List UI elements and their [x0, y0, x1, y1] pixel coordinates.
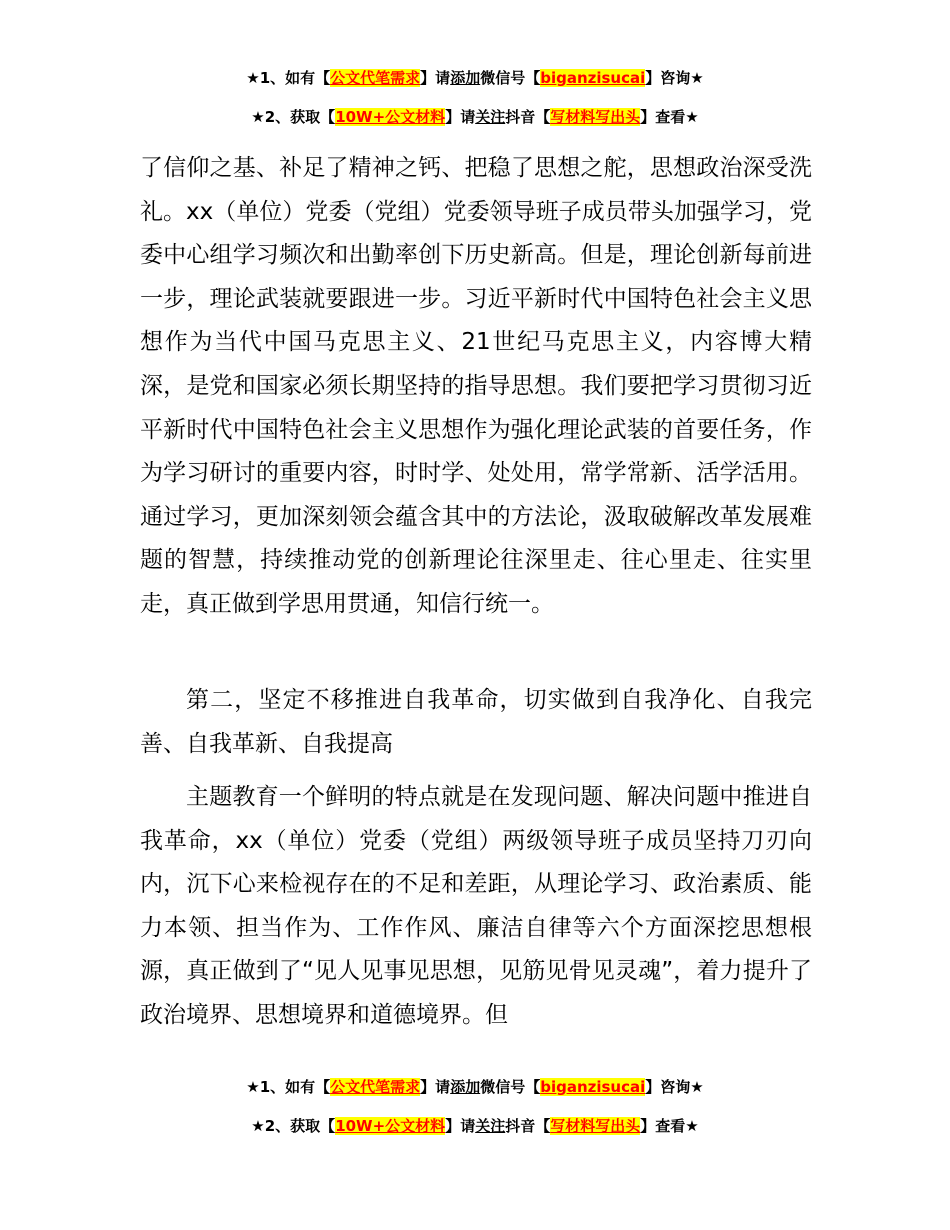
banner-text: 】咨询★ [645, 69, 704, 87]
banner-highlight: biganzisucai [540, 69, 646, 87]
banner-text: 】查看★ [640, 1117, 699, 1135]
banner-text: ★1、如有【 [246, 69, 331, 87]
section-heading: 第二，坚定不移推进自我革命，切实做到自我净化、自我完善、自我革新、自我提高 [140, 687, 812, 757]
body-paragraph: 了信仰之基、补足了精神之钙、把稳了思想之舵，思想政治深受洗礼。xx（单位）党委（党组）党委领导班子成员带头加强学习，党委中心组学习频次和出勤率创下历史新高。但是，理论创新每前进一步，理论武装就要跟进一步。习近平新时代中国特色社会主义思想作为当代中国马克思主义、21世纪马克思主义，内容博大精深，是党和国家必须长期坚持的指导思想。我们要把学习贯彻习近平新时代中国特色社会主义思想作为强化理论武装的首要任务，作为学习研讨的重要内容，时时学、处处用，常学常新、活学活用。通过学习，更加深刻领会蕴含其中的方法论，汲取破解改革发展难题的智慧，持续推动党的创新理论往深里走、往心里走、往实里走，真正做到学思用贯通，知信行统一。 [140, 155, 812, 617]
promo-banner-line-2 [0, 106, 950, 128]
banner-highlight: 公文代笔需求 [330, 69, 421, 87]
banner-text: 】咨询★ [645, 1078, 704, 1096]
banner-text: 】请 [420, 69, 451, 87]
banner-text: 】请 [445, 1117, 476, 1135]
banner-text: 】查看★ [640, 108, 699, 126]
banner-text: ★2、获取【 [251, 1117, 336, 1135]
banner-underlined: 关注 [475, 1117, 506, 1135]
banner-highlight: 公文代笔需求 [330, 1078, 421, 1096]
banner-highlight: 写材料写出头 [550, 108, 641, 126]
promo-banner-line-1 [0, 1076, 950, 1098]
banner-text: 】请 [445, 108, 476, 126]
banner-text: ★2、获取【 [251, 108, 336, 126]
banner-text: 抖音【 [505, 108, 551, 126]
banner-underlined: 添加 [450, 69, 481, 87]
banner-text: 抖音【 [505, 1117, 551, 1135]
body-paragraph: 主题教育一个鲜明的特点就是在发现问题、解决问题中推进自我革命，xx（单位）党委（党组）两级领导班子成员坚持刀刃向内，沉下心来检视存在的不足和差距，从理论学习、政治素质、能力本领、担当作为、工作作风、廉洁自律等六个方面深挖思想根源，真正做到了“见人见事见思想，见筋见骨见灵魂”，着力提升了政治境界、思想境界和道德境界。但 [140, 784, 812, 1028]
banner-underlined: 关注 [475, 108, 506, 126]
banner-highlight: 写材料写出头 [550, 1117, 641, 1135]
banner-text: ★1、如有【 [246, 1078, 331, 1096]
banner-underlined: 添加 [450, 1078, 481, 1096]
promo-banner-line-2 [0, 1115, 950, 1137]
banner-text: 微信号【 [480, 1078, 541, 1096]
banner-text: 】请 [420, 1078, 451, 1096]
banner-highlight: 10W+公文材料 [335, 108, 446, 126]
promo-banner-line-1 [0, 67, 950, 89]
banner-text: 微信号【 [480, 69, 541, 87]
banner-highlight: biganzisucai [540, 1078, 646, 1096]
banner-highlight: 10W+公文材料 [335, 1117, 446, 1135]
